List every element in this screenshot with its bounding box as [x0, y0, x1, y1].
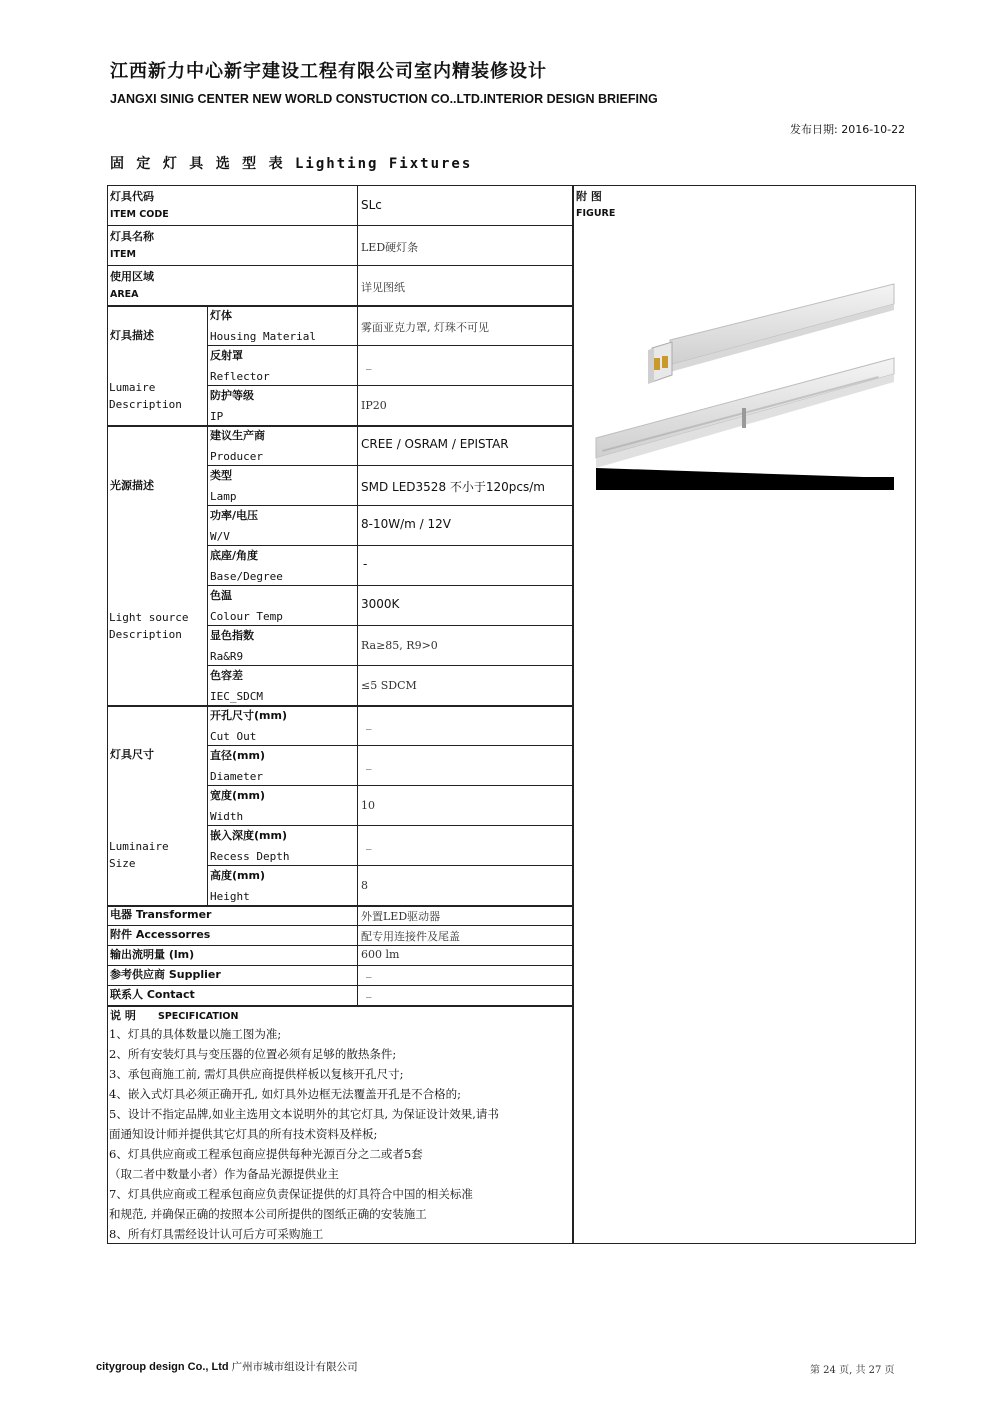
page-number: 第 24 页, 共 27 页 — [810, 1365, 895, 1376]
note-line: 和规范, 并确保正确的按照本公司所提供的图纸正确的安装施工 — [109, 1207, 427, 1221]
width-label-en: Width — [210, 810, 244, 823]
height-label-en: Height — [210, 890, 250, 903]
size-label-en1: Luminaire — [109, 840, 169, 853]
table-divider — [108, 225, 572, 226]
table-divider — [208, 545, 572, 546]
figure-label-cn: 附 图 — [576, 190, 602, 203]
ip-label-en: IP — [210, 410, 224, 423]
power-label-cn: 功率/电压 — [210, 509, 259, 522]
area-value: 详见图纸 — [361, 281, 405, 294]
power-label-en: W/V — [210, 530, 230, 543]
note-line: 8、所有灯具需经设计认可后方可采购施工 — [109, 1227, 324, 1241]
width-label-cn: 宽度(mm) — [210, 789, 265, 802]
lamp-label-cn: 类型 — [210, 469, 232, 482]
diameter-label-cn: 直径(mm) — [210, 749, 265, 762]
table-divider — [108, 905, 572, 907]
accessories-value: 配专用连接件及尾盖 — [361, 930, 460, 943]
footer-company-en: citygroup design Co., Ltd — [96, 1361, 229, 1373]
notes-heading-en: SPECIFICATION — [158, 1011, 239, 1022]
table-divider — [208, 665, 572, 666]
lumen-label: 输出流明量 (lm) — [110, 948, 195, 961]
producer-label-en: Producer — [210, 450, 263, 463]
table-divider — [572, 186, 574, 1243]
table-divider — [108, 925, 572, 926]
lumaire-desc-label-cn: 灯具描述 — [110, 329, 154, 342]
cutout-label-cn: 开孔尺寸(mm) — [210, 709, 287, 722]
transformer-value: 外置LED驱动器 — [361, 910, 441, 923]
section-title: 固 定 灯 具 选 型 表 Lighting Fixtures — [110, 156, 473, 172]
table-divider — [207, 306, 208, 905]
notes-heading-cn: 说 明 — [110, 1009, 136, 1022]
recess-label-cn: 嵌入深度(mm) — [210, 829, 287, 842]
figure-label-en: FIGURE — [576, 208, 616, 219]
item-value: LED硬灯条 — [361, 241, 419, 254]
supplier-value: _ — [366, 965, 372, 978]
note-line: 4、嵌入式灯具必须正确开孔, 如灯具外边框无法覆盖开孔是不合格的; — [109, 1087, 461, 1101]
light-source-label-cn: 光源描述 — [110, 479, 154, 492]
table-divider — [208, 825, 572, 826]
table-divider — [208, 785, 572, 786]
accessories-label: 附件 Accessorres — [110, 928, 211, 941]
table-divider — [108, 945, 572, 946]
item-label-cn: 灯具名称 — [110, 230, 154, 243]
table-divider — [108, 985, 572, 986]
ra-label-cn: 显色指数 — [210, 629, 254, 642]
table-divider — [108, 305, 572, 307]
table-divider — [208, 865, 572, 866]
cutout-value: _ — [366, 717, 372, 730]
transformer-label: 电器 Transformer — [110, 908, 212, 921]
table-divider — [108, 265, 572, 266]
ra-label-en: Ra&R9 — [210, 650, 244, 663]
item-code-value: SLc — [361, 198, 382, 212]
lumen-value: 600 lm — [361, 948, 400, 961]
lamp-value: SMD LED3528 不小于120pcs/m — [361, 480, 545, 494]
note-line: （取二者中数量小者）作为备品光源提供业主 — [109, 1167, 339, 1181]
footer-company-cn: 广州市城市组设计有限公司 — [231, 1361, 358, 1373]
document-title-cn: 江西新力中心新宇建设工程有限公司室内精装修设计 — [110, 61, 547, 82]
base-label-en: Base/Degree — [210, 570, 283, 583]
item-code-label-en: ITEM CODE — [110, 209, 169, 220]
table-divider — [108, 965, 572, 966]
note-line: 6、灯具供应商或工程承包商应提供每种光源百分之二或者5套 — [109, 1147, 423, 1161]
producer-label-cn: 建议生产商 — [210, 429, 265, 442]
sdcm-label-cn: 色容差 — [210, 669, 243, 682]
ra-value: Ra≥85, R9>0 — [361, 639, 438, 652]
power-value: 8-10W/m / 12V — [361, 517, 451, 531]
size-label-cn: 灯具尺寸 — [110, 748, 154, 761]
ip-label-cn: 防护等级 — [210, 389, 254, 402]
housing-value: 雾面亚克力罩, 灯珠不可见 — [361, 321, 489, 334]
footer-company — [96, 1359, 358, 1374]
base-value: - — [363, 557, 368, 571]
base-label-cn: 底座/角度 — [210, 549, 259, 562]
table-divider — [208, 625, 572, 626]
table-divider — [208, 585, 572, 586]
width-value: 10 — [361, 799, 375, 812]
note-line: 面通知设计师并提供其它灯具的所有技术资料及样板; — [109, 1127, 378, 1141]
table-divider — [208, 745, 572, 746]
contact-label: 联系人 Contact — [110, 988, 195, 1001]
note-line: 2、所有安装灯具与变压器的位置必须有足够的散热条件; — [109, 1047, 397, 1061]
lumaire-desc-label-en1: Lumaire — [109, 381, 156, 394]
reflector-label-en: Reflector — [210, 370, 270, 383]
item-label-en: ITEM — [110, 249, 136, 260]
reflector-label-cn: 反射罩 — [210, 349, 243, 362]
table-divider — [108, 705, 572, 707]
recess-label-en: Recess Depth — [210, 850, 290, 863]
reflector-value: _ — [366, 357, 372, 370]
note-line: 5、设计不指定品牌,如业主选用文本说明外的其它灯具, 为保证设计效果,请书 — [109, 1107, 499, 1121]
note-line: 3、承包商施工前, 需灯具供应商提供样板以复核开孔尺寸; — [109, 1067, 404, 1081]
colour-label-cn: 色温 — [210, 589, 232, 602]
colour-value: 3000K — [361, 597, 400, 611]
item-code-label-cn: 灯具代码 — [110, 190, 154, 203]
diameter-label-en: Diameter — [210, 770, 263, 783]
table-divider — [108, 425, 572, 427]
document-title-en: JANGXI SINIG CENTER NEW WORLD CONSTUCTION CO..LTD.INTERIOR DESIGN BRIEFING — [110, 92, 658, 106]
table-divider — [208, 465, 572, 466]
cutout-label-en: Cut Out — [210, 730, 257, 743]
table-divider — [357, 186, 358, 1005]
height-value: 8 — [361, 879, 368, 892]
colour-label-en: Colour Temp — [210, 610, 283, 623]
lumaire-desc-label-en2: Description — [109, 398, 182, 411]
contact-value: _ — [366, 985, 372, 998]
note-line: 7、灯具供应商或工程承包商应负责保证提供的灯具符合中国的相关标准 — [109, 1187, 473, 1201]
size-label-en2: Size — [109, 857, 136, 870]
supplier-label: 参考供应商 Supplier — [110, 968, 221, 981]
sdcm-value: ≤5 SDCM — [361, 679, 417, 692]
producer-value: CREE / OSRAM / EPISTAR — [361, 437, 509, 451]
area-label-cn: 使用区域 — [110, 270, 154, 283]
height-label-cn: 高度(mm) — [210, 869, 265, 882]
diameter-value: _ — [366, 757, 372, 770]
publish-date: 发布日期: 2016-10-22 — [790, 123, 906, 136]
ip-value: IP20 — [361, 399, 387, 412]
recess-value: _ — [366, 837, 372, 850]
table-divider — [208, 385, 572, 386]
table-divider — [108, 1005, 572, 1007]
housing-label-en: Housing Material — [210, 330, 316, 343]
table-divider — [208, 505, 572, 506]
housing-label-cn: 灯体 — [210, 309, 232, 322]
area-label-en: AREA — [110, 289, 139, 300]
note-line: 1、灯具的具体数量以施工图为准; — [109, 1027, 282, 1041]
lamp-label-en: Lamp — [210, 490, 237, 503]
table-divider — [208, 345, 572, 346]
led-strip-figure — [592, 270, 898, 495]
sdcm-label-en: IEC_SDCM — [210, 690, 263, 703]
light-source-label-en2: Description — [109, 628, 182, 641]
light-source-label-en1: Light source — [109, 611, 189, 624]
